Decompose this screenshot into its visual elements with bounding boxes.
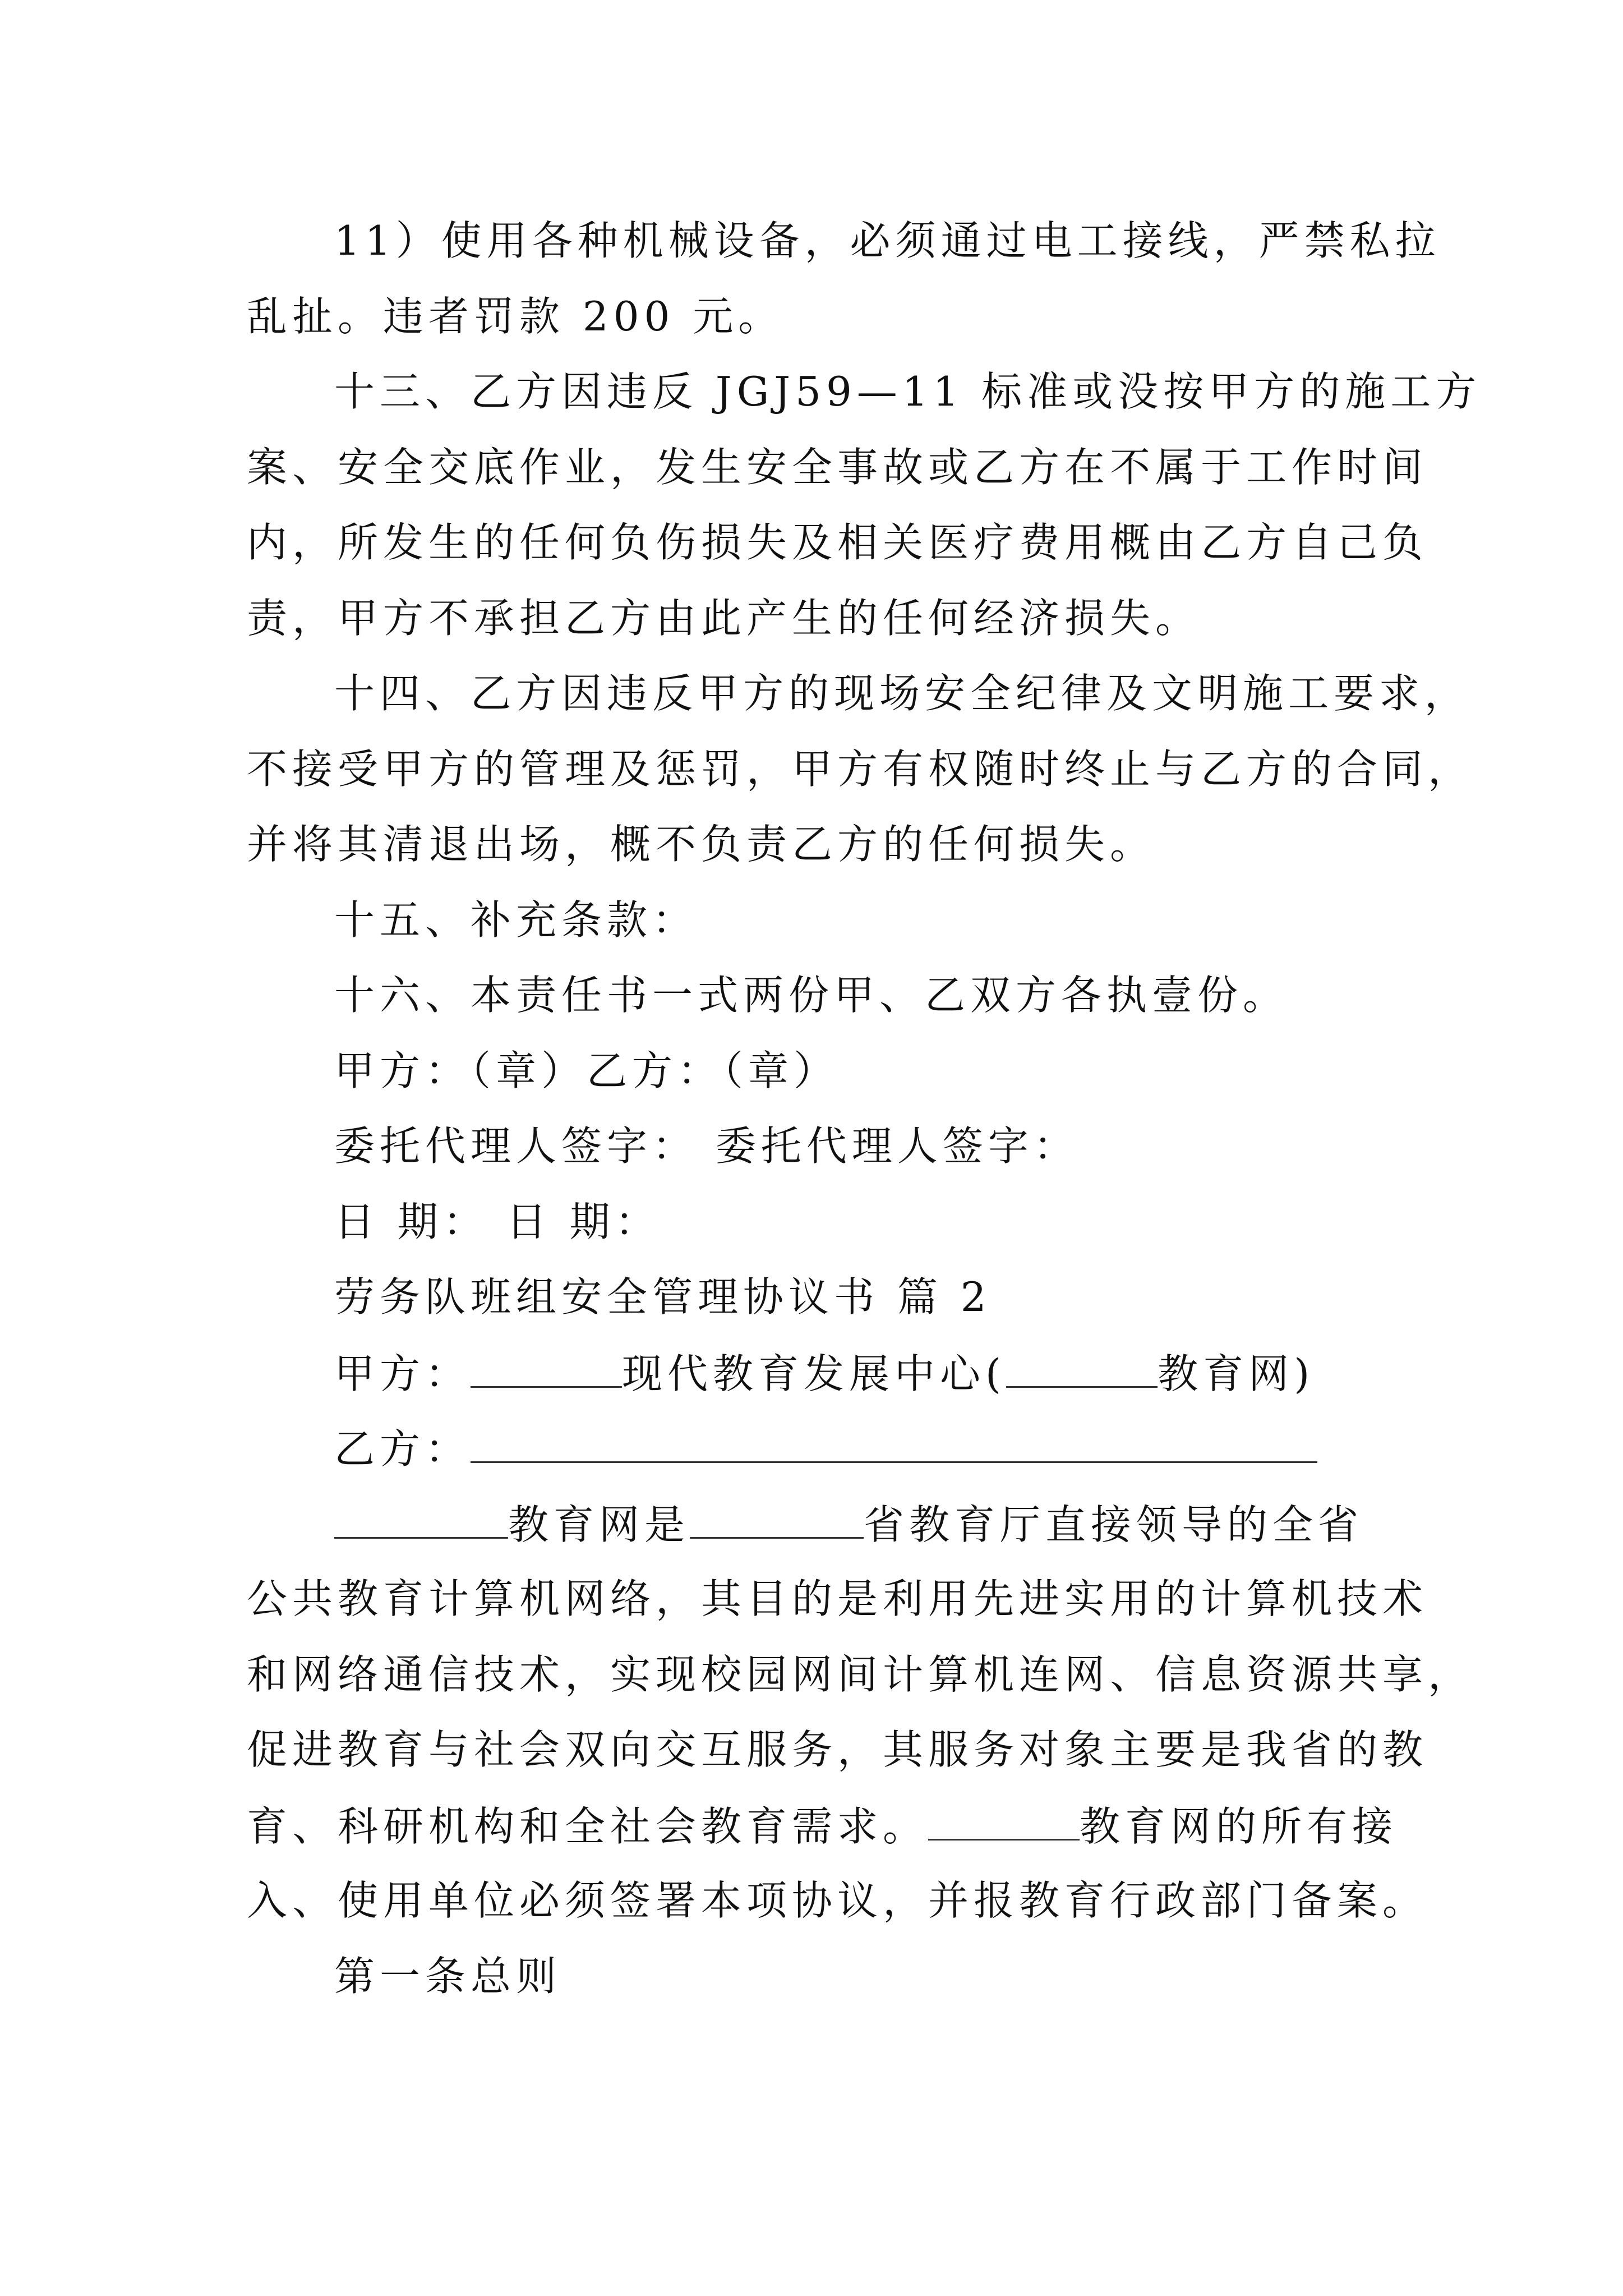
intro-seg2: 省教育厅直接领导的全省 [864,1501,1364,1548]
intro-line6-start: 育、科研机构和全社会教育需求。 [247,1803,929,1850]
paragraph-line: 十六、本责任书一式两份甲、乙双方各执壹份。 [334,972,1289,1019]
paragraph-line: 十四、乙方因违反甲方的现场安全纪律及文明施工要求， [334,670,1470,717]
party-b-line [334,1425,1317,1473]
paragraph-line: 公共教育计算机网络，其目的是利用先进实用的计算机技术 [247,1575,1428,1622]
signature-line: 甲方：（章）乙方：（章） [334,1047,840,1094]
intro-seg1: 教育网是 [508,1501,690,1548]
signature-line: 委托代理人签字： 委托代理人签字： [334,1122,1079,1170]
intro-line6-end: 教育网的所有接 [1080,1803,1398,1850]
section-title: 第一条总则 [334,1953,562,2000]
paragraph-line: 案、安全交底作业，发生安全事故或乙方在不属于工作时间 [247,444,1428,491]
paragraph-line: 内，所发生的任何负伤损失及相关医疗费用概由乙方自己负 [247,519,1428,566]
paragraph-line [247,1803,1398,1850]
paragraph-line: 入、使用单位必须签署本项协议，并报教育行政部门备案。 [247,1877,1428,1924]
blank-field [334,1503,508,1539]
paragraph-line: 不接受甲方的管理及惩罚，甲方有权随时终止与乙方的合同， [247,746,1474,793]
paragraph-line: 十五、补充条款： [334,896,698,944]
paragraph-line: 11）使用各种机械设备，必须通过电工接线，严禁私拉 [334,217,1441,264]
blank-field [471,1428,1317,1463]
paragraph-line: 和网络通信技术，实现校园网间计算机连网、信息资源共享， [247,1651,1474,1698]
paragraph-line: 并将其清退出场，概不负责乙方的任何损失。 [247,821,1156,868]
party-a-line [334,1350,1315,1397]
paragraph-line: 十三、乙方因违反 JGJ59—11 标准或没按甲方的施工方 [334,368,1482,415]
date-line: 日 期： 日 期： [334,1198,661,1245]
party-a-label: 甲方： [334,1350,471,1397]
blank-field [471,1352,622,1388]
paragraph-line: 责，甲方不承担乙方由此产生的任何经济损失。 [247,595,1201,642]
blank-field [928,1805,1080,1841]
paragraph-line: 乱扯。违者罚款 200 元。 [247,293,784,340]
blank-field [690,1503,864,1539]
paragraph-line [334,1501,1364,1548]
party-a-middle: 现代教育发展中心( [622,1350,1007,1397]
blank-field [1006,1352,1158,1388]
party-a-end: 教育网) [1158,1350,1315,1397]
paragraph-line: 促进教育与社会双向交互服务，其服务对象主要是我省的教 [247,1726,1428,1773]
party-b-label: 乙方： [334,1425,471,1473]
heading-line: 劳务队班组安全管理协议书 篇 2 [334,1273,992,1320]
